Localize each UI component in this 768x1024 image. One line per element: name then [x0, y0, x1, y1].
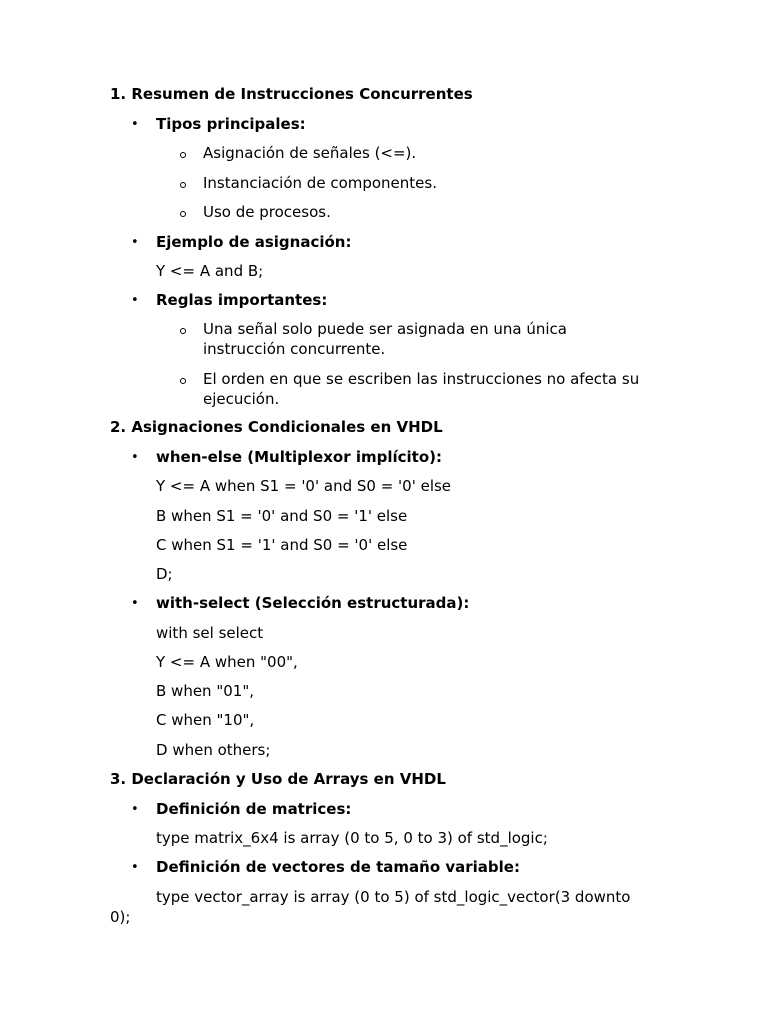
code-line: D when others; — [156, 741, 271, 759]
bullet-icon: • — [131, 860, 139, 875]
subitem: Asignación de señales (<=). — [203, 144, 417, 162]
subitem: Uso de procesos. — [203, 203, 331, 221]
code-line: with sel select — [156, 624, 264, 642]
code-line: Y <= A when "00", — [156, 653, 298, 671]
code-line: B when S1 = '0' and S0 = '1' else — [156, 507, 408, 525]
circle-bullet-icon — [180, 211, 186, 217]
code-line: type matrix_6x4 is array (0 to 5, 0 to 3) of std_logic; — [156, 829, 548, 847]
code-line: Y <= A and B; — [156, 262, 264, 280]
code-line: Y <= A when S1 = '0' and S0 = '0' else — [156, 477, 452, 495]
bullet-title: with-select (Selección estructurada): — [156, 594, 470, 612]
bullet-title: Reglas importantes: — [156, 291, 328, 309]
circle-bullet-icon — [180, 152, 186, 158]
bullet-icon: • — [131, 450, 139, 465]
bullet-title: when-else (Multiplexor implícito): — [156, 448, 442, 466]
subitem: Instanciación de componentes. — [203, 174, 437, 192]
code-line: D; — [156, 565, 173, 583]
circle-bullet-icon — [180, 182, 186, 188]
bullet-title: Tipos principales: — [156, 115, 306, 133]
bullet-title: Definición de matrices: — [156, 800, 352, 818]
bullet-icon: • — [131, 293, 139, 308]
subitem-line: El orden en que se escriben las instrucciones no afecta su — [203, 370, 640, 388]
section-heading: 2. Asignaciones Condicionales en VHDL — [110, 418, 443, 436]
subitem-line: ejecución. — [203, 390, 280, 408]
subitem-line: instrucción concurrente. — [203, 340, 386, 358]
section-heading: 1. Resumen de Instrucciones Concurrentes — [110, 85, 473, 103]
circle-bullet-icon — [180, 378, 186, 384]
code-line: 0); — [110, 908, 131, 926]
subitem-line: Una señal solo puede ser asignada en una única — [203, 320, 567, 338]
code-line: B when "01", — [156, 682, 254, 700]
bullet-icon: • — [131, 117, 139, 132]
bullet-icon: • — [131, 596, 139, 611]
circle-bullet-icon — [180, 328, 186, 334]
bullet-title: Definición de vectores de tamaño variable: — [156, 858, 520, 876]
section-heading: 3. Declaración y Uso de Arrays en VHDL — [110, 770, 446, 788]
code-line: C when "10", — [156, 711, 255, 729]
bullet-icon: • — [131, 235, 139, 250]
bullet-title: Ejemplo de asignación: — [156, 233, 352, 251]
code-line: type vector_array is array (0 to 5) of std_logic_vector(3 downto — [156, 888, 631, 906]
code-line: C when S1 = '1' and S0 = '0' else — [156, 536, 408, 554]
bullet-icon: • — [131, 802, 139, 817]
